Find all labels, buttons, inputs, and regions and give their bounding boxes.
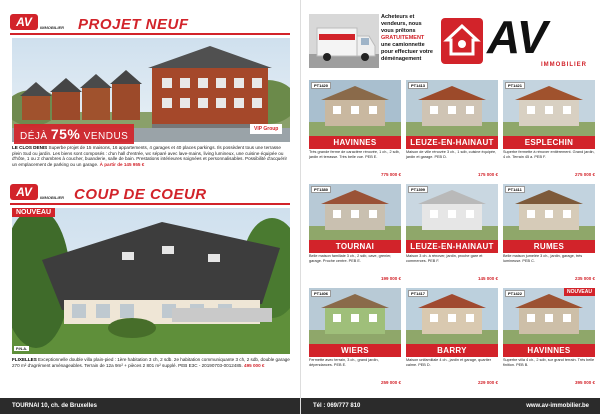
listing-new-badge: NOUVEAU [564,288,595,296]
coeur-text: Exceptionnelle double villa plain-pied : 1ère habitation 3 ch, 2 sdb. 2e habitation communiquante 3 ch, 2 sdb, double garage 270 m² d'agrément aménageables. Terrain de 12a 9m² + pièces 2 801 m² supplé. PEB E3C - 20190703-0012485. [12,357,290,368]
projet-price: À partir de 145 955 € [99,161,145,167]
listing-price: 199 000 € [380,276,401,281]
listing-city: ESPLECHIN [503,136,595,149]
listing-card[interactable] [406,80,498,180]
projet-neuf-title: PROJET NEUF [78,16,189,33]
listing-card[interactable] [309,80,401,180]
av-big-text: AV [487,11,548,63]
projet-text: Superbe projet de 15 maisons, 16 appartements, 4 garages et 40 places parkings. Ils possèdent tous une terrasse plein Sud ou jardin. Les biens sont composés : d'un hall d'entrée, wc séparé avec lave-mains, living lumineux, une cuisine équipée ou d'hôte, 1 ou 2 chambres à coucher, buanderie, salle de bain. Prestations intérieures soignées et personnalisables. Possibilité d'acquérir un emplacement de parking ou un garage. [12,145,287,167]
listing-ref: PT1380 [311,186,331,193]
left-footer [0,398,300,414]
listing-card[interactable] [309,184,401,284]
listing-ref: PT1413 [408,82,428,89]
av-logo-sub-2: IMMOBILIER [40,194,64,200]
listing-description: Maison 3 ch. à rénover, jardin, proche gare et commerces. PEB F. [406,254,483,263]
listing-price: 275 000 € [574,172,595,177]
av-logo-left-2 [10,184,64,200]
listing-description: Superbe villa 4 ch., 2 sdb, sur grand terrain. Très belle finition. PEB B. [503,358,595,367]
ad-line5: pour effectuer votre [381,49,433,55]
av-logo-mark-2: AV [10,184,38,200]
listing-description: Belle maison jumelée 3 ch., jardin, garage, très lumineuse. PEB C. [503,254,583,263]
listing-ref: PT1421 [505,82,525,89]
coeur-ref: P.N.A. [16,346,28,351]
house-icon [441,18,483,64]
listing-price: 145 000 € [477,276,498,281]
av-big-sub: IMMOBILIER [541,62,587,68]
listing-description: Très grande ferme de caractère rénovée, 1 ch., 2 sdb, jardin et terrasse. Très belle vue. PEB E. [309,150,400,159]
ad-highlight: GRATUITEMENT [381,35,425,41]
listing-ref: PT1422 [505,290,525,297]
listing-card[interactable] [503,288,595,388]
av-logo-left [10,14,64,30]
coeur-price: 495 000 € [244,362,265,368]
ad-line4: une camionnette [381,42,425,48]
right-footer [301,398,600,414]
av-logo-mark: AV [10,14,38,30]
listing-city: LEUZE-EN-HAINAUT [406,240,498,253]
coup-de-coeur-title: COUP DE COEUR [74,186,207,203]
listing-price: 235 000 € [574,276,595,281]
listing-ref: PT1420 [311,82,331,89]
listing-card[interactable] [503,80,595,180]
ad-line2: vendeurs, nous [381,21,422,27]
listing-card[interactable] [309,288,401,388]
listing-description: Maison de ville rénovée 3 ch., 1 sdb, cuisine équipée, jardin et garage. PEB D. [406,150,497,159]
listing-price: 175 000 € [477,172,498,177]
title-rule-2 [10,203,290,205]
ad-line3: vous prêtons [381,28,416,34]
listing-city: LEUZE-EN-HAINAUT [406,136,498,149]
deja-vendus-banner [14,124,134,144]
vip-logo: VIP Group [250,124,282,134]
listing-card[interactable] [406,184,498,284]
listing-city: RUMES [503,240,595,253]
left-footer-address: TOURNAI 10, ch. de Bruxelles [12,403,97,409]
coeur-photo [12,208,290,354]
listing-description: Maison unifamiliale 4 ch., jardin et garage, quartier calme. PEB D. [406,358,492,367]
listing-price: 775 000 € [380,172,401,177]
listing-ref: PT1406 [311,290,331,297]
listing-ref: PT1411 [505,186,525,193]
van-ad-text [381,14,433,63]
ad-line1: Acheteurs et [381,14,415,20]
listing-price: 259 000 € [380,380,401,385]
listing-ref: PT1417 [408,290,428,297]
listing-ref: PT1399 [408,186,428,193]
listing-description: Superbe fermette à rénover entièrement. Grand jardin, 4 ch. Terrain 45 a. PEB F. [503,150,595,159]
listing-description: Belle maison familiale 3 ch., 2 sdb, cave, grenier, garage. Proche centre. PEB E. [309,254,392,263]
nouveau-badge: NOUVEAU [12,208,55,217]
ad-line6: déménagement [381,56,422,62]
footer-tel: Tél : 069/777 810 [313,403,361,409]
coeur-illustration [12,208,290,354]
av-logo-sub: IMMOBILIER [40,24,64,30]
van-icon [309,14,379,68]
van-photo [309,14,379,68]
right-page [300,0,600,414]
deja-suffix: VENDUS [83,131,129,142]
listing-city: HAVINNES [503,344,595,357]
deja-pct: 75% [50,126,81,142]
projet-description [12,145,290,167]
title-rule [10,33,290,35]
listing-price: 395 000 € [574,380,595,385]
listing-city: BARRY [406,344,498,357]
listing-description: Fermette avec terrain, 3 ch., grand jardin, dépendances. PEB E. [309,358,379,367]
listing-price: 229 000 € [477,380,498,385]
projet-label: LE CLOS DENIS [12,145,48,150]
listing-city: WIERS [309,344,401,357]
deja-prefix: DÉJÀ [20,131,48,142]
footer-web: www.av-immobilier.be [526,403,589,409]
coeur-label: FLIXELLES [12,357,37,362]
listing-card[interactable] [406,288,498,388]
listing-city: TOURNAI [309,240,401,253]
av-logo-big [441,11,593,74]
listing-card[interactable] [503,184,595,284]
coeur-description [12,357,290,368]
listing-city: HAVINNES [309,136,401,149]
